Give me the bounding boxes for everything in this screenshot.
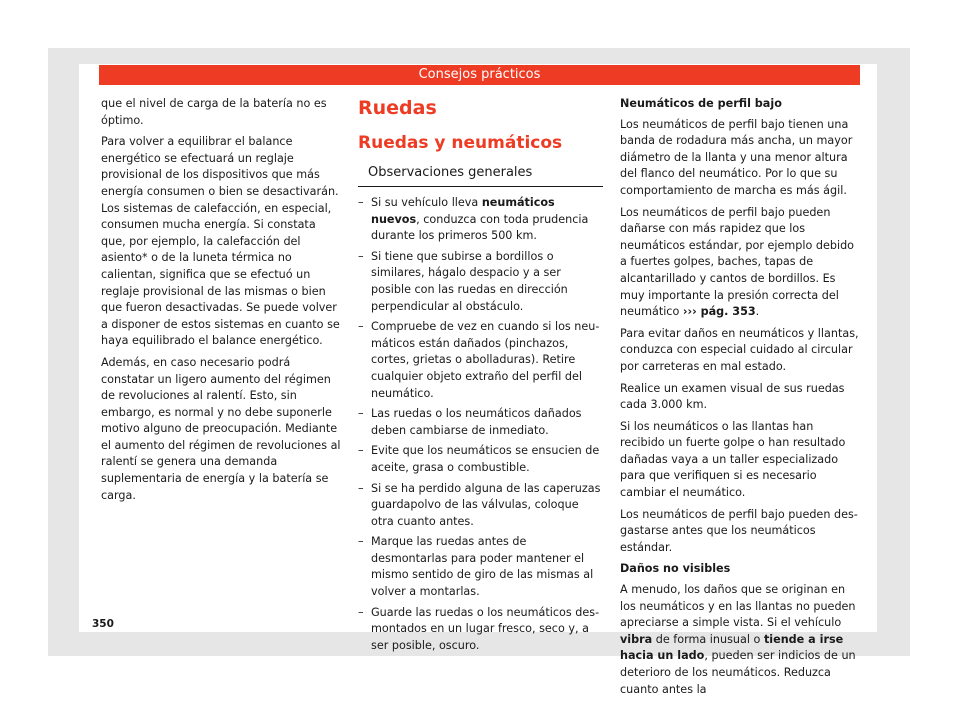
bullet-list xyxy=(358,195,603,654)
list-item-text: Evite que los neumáticos se ensucien de aceite, grasa o combustible. xyxy=(371,444,600,474)
paragraph xyxy=(620,582,860,698)
dash-marker: – xyxy=(358,249,364,263)
list-item xyxy=(358,319,603,402)
section-subtitle: Ruedas y neumáticos xyxy=(358,133,563,153)
page-reference-link[interactable]: ››› pág. 353 xyxy=(682,305,756,319)
column-middle xyxy=(358,96,603,658)
list-item xyxy=(358,605,603,655)
paragraph-emphasis: vibra xyxy=(620,632,653,646)
paragraph: que el nivel de carga de la batería no es óptimo. xyxy=(101,97,327,127)
dash-marker: – xyxy=(358,535,364,549)
paragraph-text: de forma inusual o xyxy=(652,632,764,646)
list-item xyxy=(358,481,603,531)
list-item xyxy=(358,443,603,476)
dash-marker: – xyxy=(358,444,364,458)
paragraph-text: . xyxy=(755,305,760,319)
paragraph-text: , pueden ser indicios de un deterioro de los neumáticos. Reduzca cuanto antes la xyxy=(620,649,856,696)
paragraph: Los neumáticos de perfil bajo tienen una banda de rodadura más ancha, un mayor diámetro de la llanta y una menor altura del flanco del neumático. Por lo que su comportamiento de marcha es más ágil. xyxy=(620,117,853,197)
list-item-text: Guarde las ruedas o los neumáticos desmontados en un lugar fresco, seco y, a ser posible, oscuro. xyxy=(371,605,600,652)
dash-marker: – xyxy=(358,605,364,619)
paragraph: Para volver a equilibrar el balance energético se efectuará un reglaje provisional de los dispositivos que más energía consumen o bien se desactivarán. Los sistemas de calefacción, en especial, consumen mucha energía. Si constata que, por ejemplo, la calefacción del asiento* o de la luneta térmica no calientan, significa que se efectuó un reglaje provisional de las mismas o bien que fueron desactivadas. Se puede volver a disponer de estos sistemas en cuanto se haya equilibrado el balance energético. xyxy=(101,135,340,348)
list-item-emphasis: neumáticos nuevos xyxy=(371,196,555,226)
list-item-text: , conduzca con toda prudencia durante los primeros 500 km. xyxy=(371,212,589,243)
list-item-text: Compruebe de vez en cuando si los neumáticos están dañados (pinchazos, cortes, grietas o abolladuras). Retire cualquier objeto extraño del perfil del neumático. xyxy=(371,320,600,400)
dash-marker: – xyxy=(358,407,364,421)
subsection-heading: Observaciones generales xyxy=(358,164,603,187)
list-item xyxy=(358,249,603,315)
subheading-hidden-damage: Daños no visibles xyxy=(620,562,731,576)
list-item xyxy=(358,406,603,439)
list-item-text: Marque las ruedas antes de desmontarlas para poder mantener el mismo sentido de giro de las mismas al volver a montarlas. xyxy=(371,535,594,599)
paragraph: Los neumáticos de perfil bajo pueden desgastarse antes que los neumáticos estándar. xyxy=(620,507,858,554)
column-left xyxy=(101,96,343,509)
chapter-title: Consejos prácticos xyxy=(418,67,541,82)
column-right xyxy=(620,96,860,703)
list-item xyxy=(358,534,603,600)
dash-marker: – xyxy=(358,196,364,209)
list-item-text: Si su vehículo lleva xyxy=(371,196,482,209)
list-item-text: Las ruedas o los neumáticos dañados deben cambiarse de inmediato. xyxy=(371,407,582,437)
paragraph: Además, en caso necesario podrá constatar un ligero aumento del régimen de revoluciones al ralentí. Esto, sin embargo, es normal y no debe suponerle motivo alguno de preocupación. Mediante el aumento del régimen de revoluciones al ralentí se genera una demanda suplementaria de energía y la batería se carga. xyxy=(101,355,341,502)
paragraph: Si los neumáticos o las llantas han recibido un fuerte golpe o han resultado dañadas vaya a un taller especializado para que verifiquen si es necesario cambiar el neumático. xyxy=(620,419,846,500)
paragraph xyxy=(620,205,860,321)
list-item-text: Si tiene que subirse a bordillos o similares, hágalo despacio y a ser posible con las ruedas en dirección perpendicular al obstáculo. xyxy=(371,249,568,313)
section-title: Ruedas xyxy=(358,97,437,119)
paragraph-text: A menudo, los daños que se originan en los neumáticos y en las llantas no pueden apreciarse a simple vista. Si el vehículo xyxy=(620,583,856,630)
paragraph-text: Los neumáticos de perfil bajo pueden dañarse con más rapidez que los neumáticos estándar, por ejemplo debido a fuertes golpes, baches, tapas de alcantarillado y cantos de bordillos. Es muy importante la presión correcta del neumático xyxy=(620,205,855,319)
dash-marker: – xyxy=(358,481,364,495)
dash-marker: – xyxy=(358,320,364,334)
paragraph: Para evitar daños en neumáticos y llantas, conduzca con especial cuidado al circular por carreteras en mal estado. xyxy=(620,326,859,373)
paragraph-emphasis: tiende a irse hacia un lado xyxy=(620,632,844,663)
paragraph: Realice un examen visual de sus ruedas cada 3.000 km. xyxy=(620,381,845,412)
page-number: 350 xyxy=(92,618,114,630)
chapter-header xyxy=(99,65,860,85)
subheading-low-profile: Neumáticos de perfil bajo xyxy=(620,97,782,110)
list-item xyxy=(358,195,603,245)
list-item-text: Si se ha perdido alguna de las caperuzas guardapolvo de las válvulas, coloque otra cuanto antes. xyxy=(371,481,601,528)
